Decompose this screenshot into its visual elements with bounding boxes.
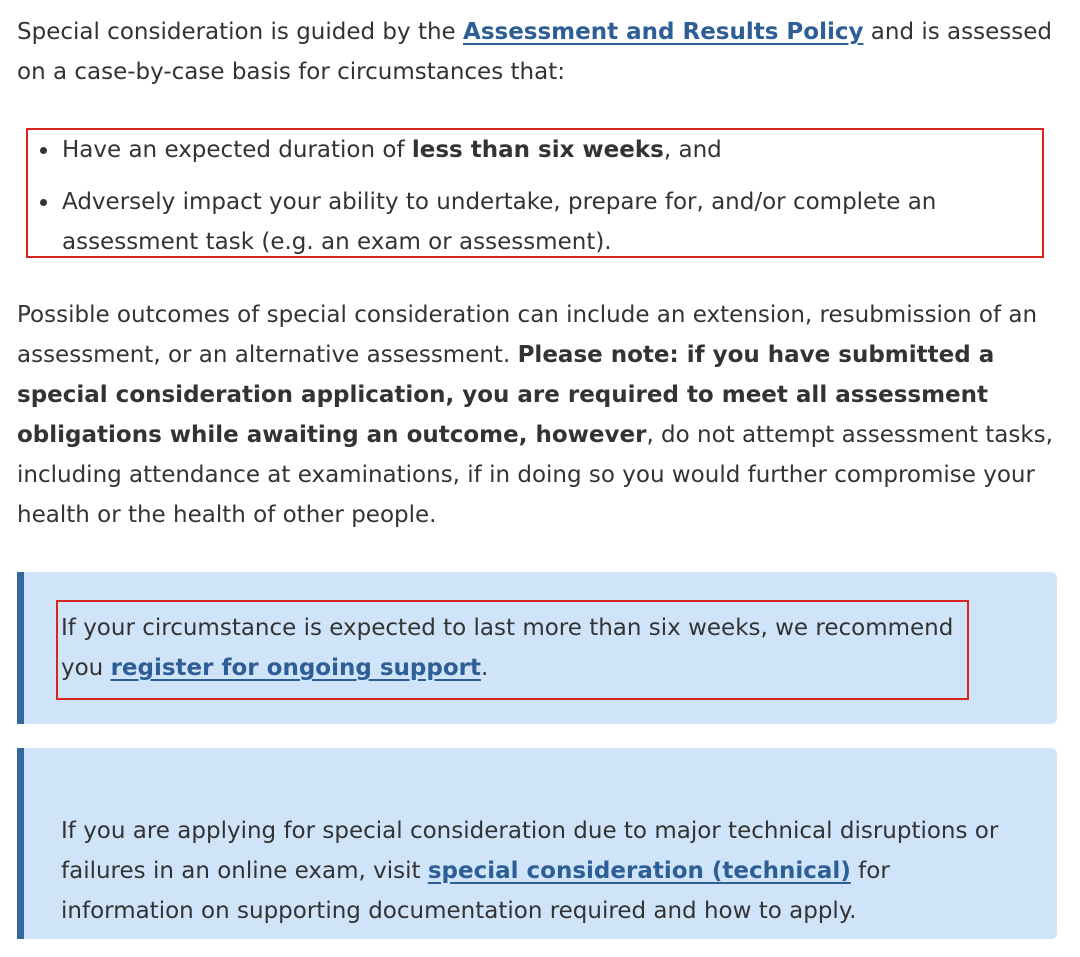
ongoing-text-before: If your circumstance is expected to last more than six weeks, we recommend you	[61, 615, 954, 681]
intro-paragraph	[17, 12, 1057, 92]
bullet-text-after: , and	[663, 137, 722, 163]
circumstances-list	[28, 130, 1042, 262]
technical-callout	[17, 748, 1057, 939]
special-consideration-technical-link[interactable]: special consideration (technical)	[427, 858, 851, 884]
circumstances-list-highlight	[26, 128, 1044, 258]
intro-text-after: and is assessed on a case-by-case basis for circumstances that:	[17, 19, 1052, 85]
outcomes-paragraph	[17, 295, 1057, 535]
outcomes-note: Please note: if you have submitted a special consideration application, you are required to meet all assessment obligations while awaiting an outcome, however	[17, 342, 995, 448]
bullet-bold: less than six weeks	[411, 137, 664, 163]
register-ongoing-support-link[interactable]: register for ongoing support	[110, 655, 481, 681]
assessment-policy-link[interactable]: Assessment and Results Policy	[463, 19, 864, 45]
list-item	[62, 182, 1042, 262]
bullet-text-before: Have an expected duration of	[62, 137, 412, 163]
technical-text	[61, 811, 1001, 931]
intro-text-before: Special consideration is guided by the	[17, 19, 464, 45]
technical-text-before: If you are applying for special consideration due to major technical disruptions or failures in an online exam, visit	[61, 818, 999, 884]
list-item	[62, 130, 1042, 170]
bullet-text: Adversely impact your ability to undertake, prepare for, and/or complete an assessment task (e.g. an exam or assessment).	[62, 189, 937, 255]
outcomes-text-before: Possible outcomes of special consideration can include an extension, resubmission of an assessment, or an alternative assessment.	[17, 302, 1038, 368]
technical-text-after: for information on supporting documentation required and how to apply.	[61, 858, 890, 924]
ongoing-support-highlight	[56, 600, 969, 700]
ongoing-text-after: .	[480, 655, 489, 681]
outcomes-text-after: , do not attempt assessment tasks, including attendance at examinations, if in doing so you would further compromise your health or the health of other people.	[17, 422, 1053, 528]
